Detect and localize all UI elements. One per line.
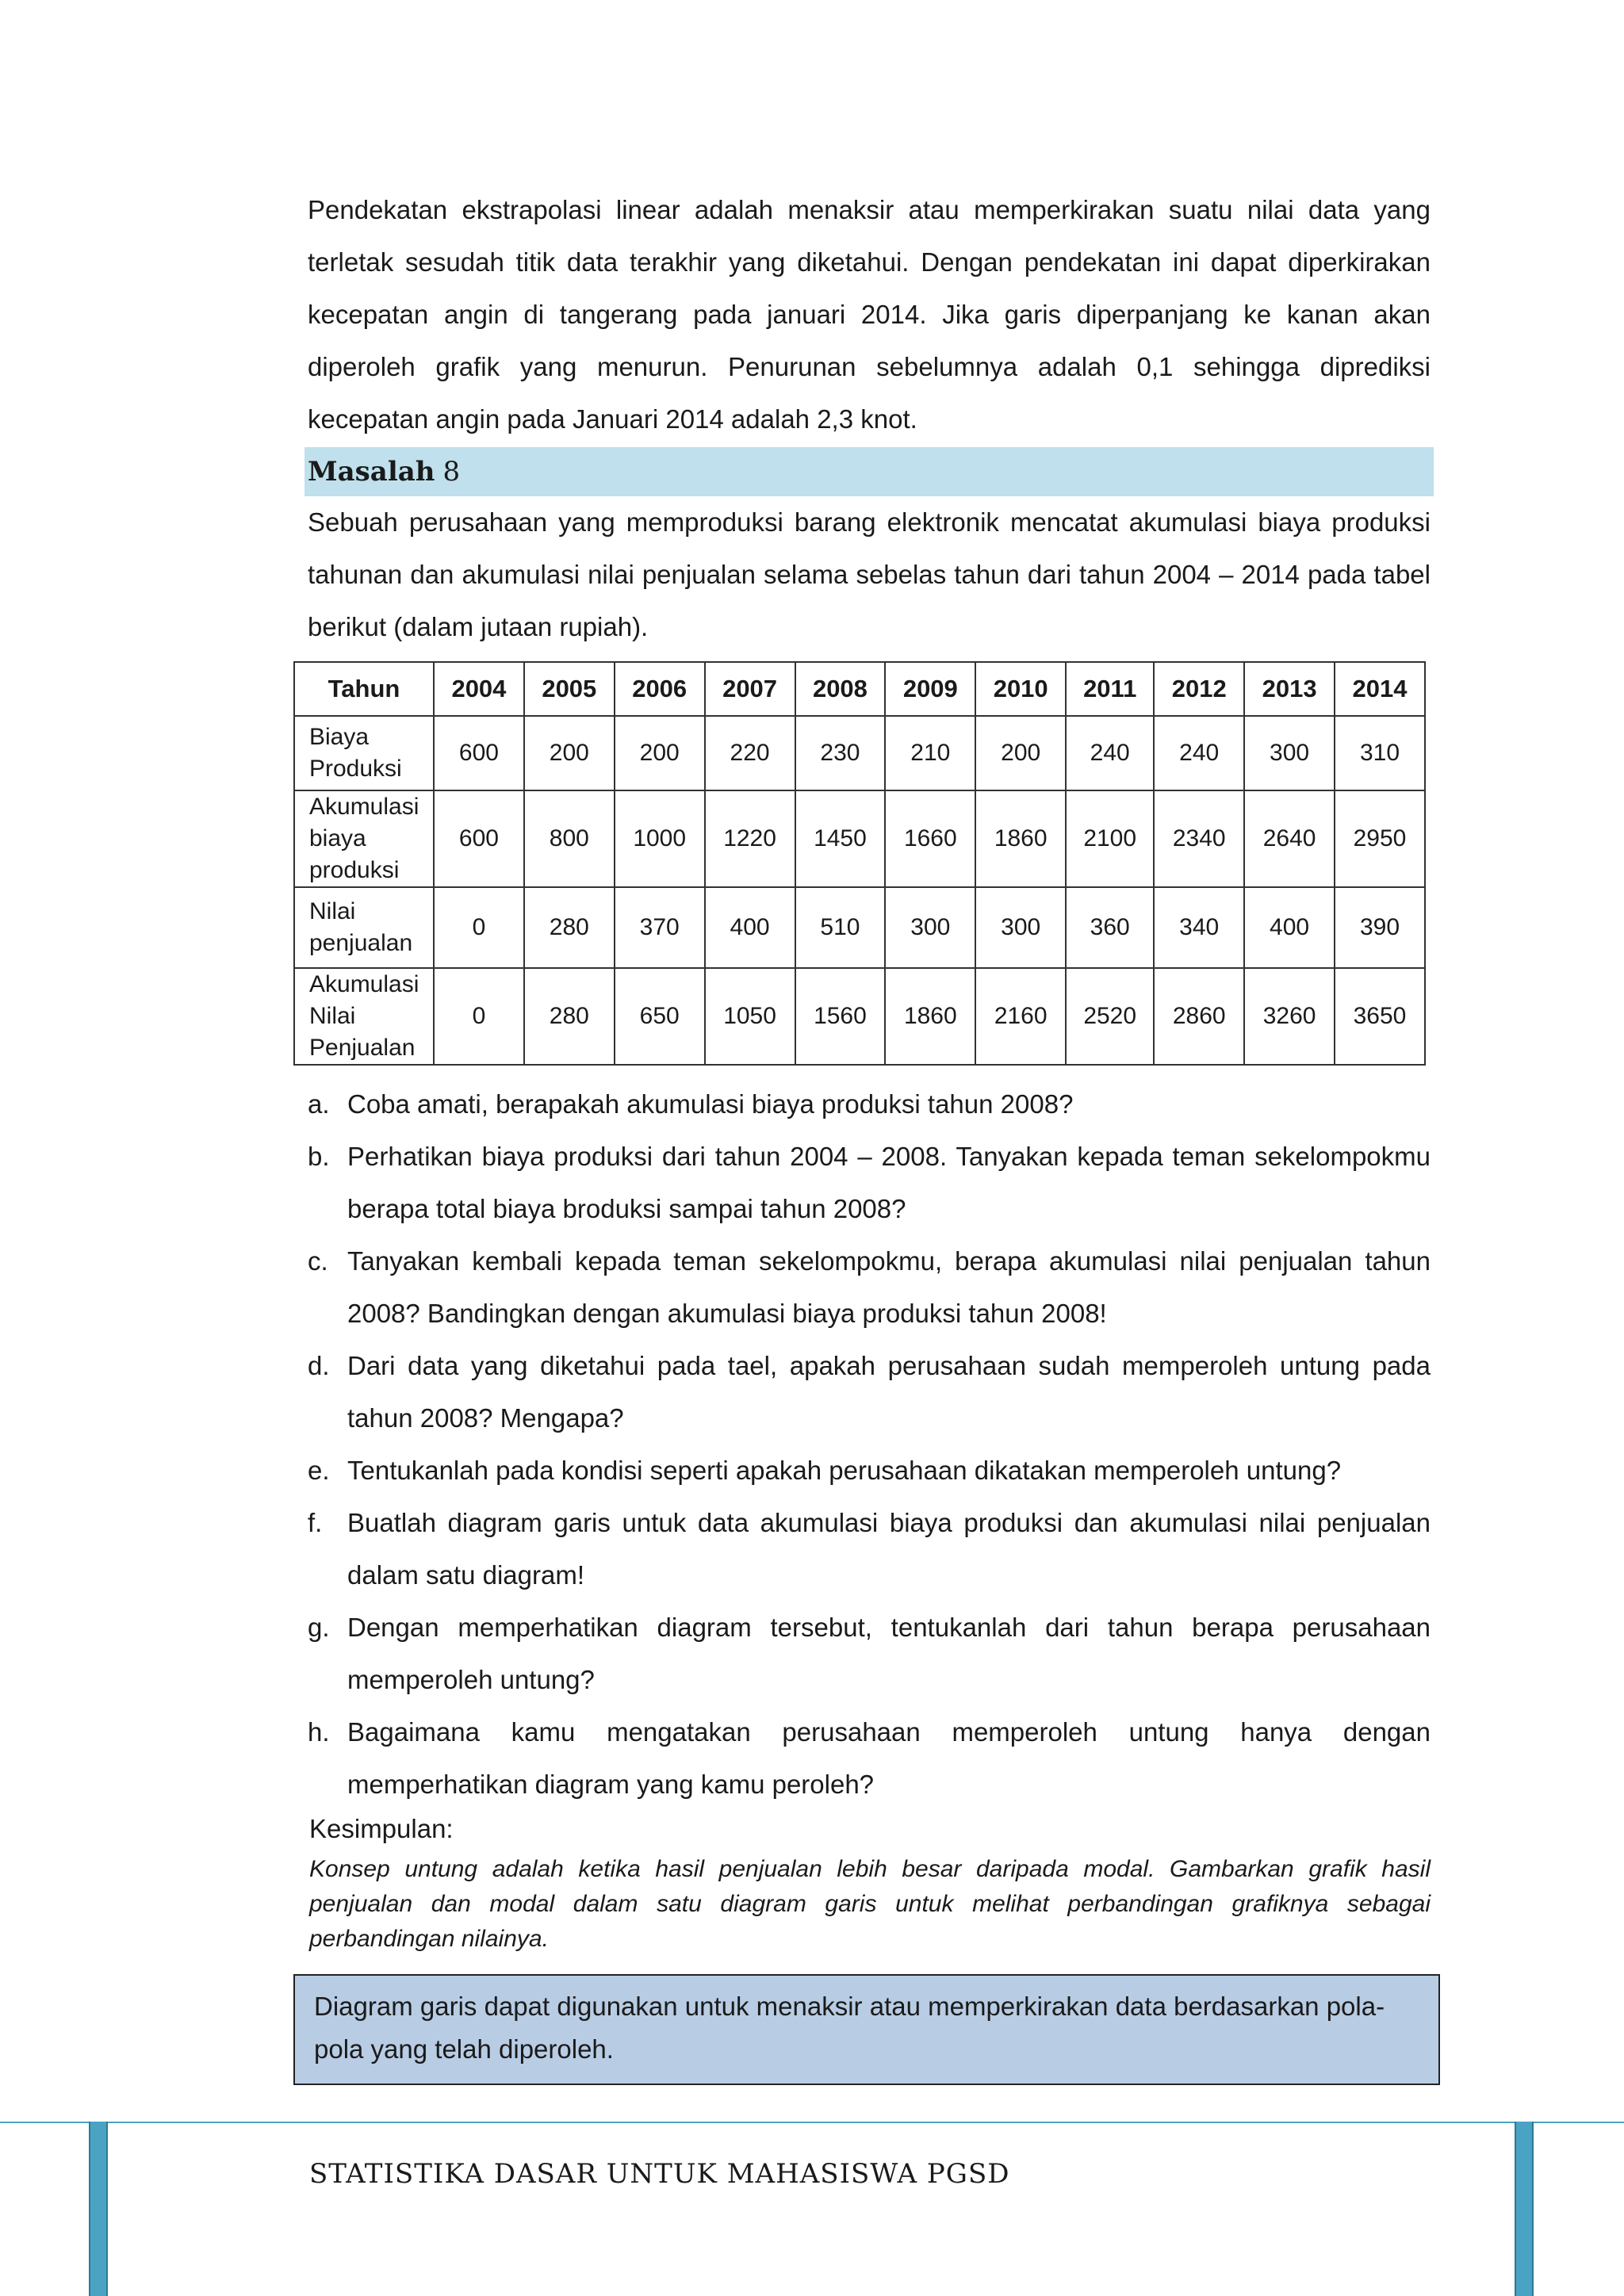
row-label: Biaya Produksi [294, 716, 434, 790]
problem-paragraph: Sebuah perusahaan yang memproduksi barang elektronik mencatat akumulasi biaya produksi tahunan dan akumulasi nilai penjualan selama sebelas tahun dari tahun 2004 – 2014 pada tabel berikut (dalam jutaan rupiah). [308, 507, 1431, 641]
intro-paragraph: Pendekatan ekstrapolasi linear adalah menaksir atau memperkirakan suatu nilai data yang terletak sesudah titik data terakhir yang diketahui. Dengan pendekatan ini dapat diperkirakan kecepatan angin di tangerang pada januari 2014. Jika garis diperpanjang ke kanan akan diperoleh grafik yang menurun. Penurunan sebelumnya adalah 0,1 sehingga diprediksi kecepatan angin pada Januari 2014 adalah 2,3 knot. [308, 195, 1431, 434]
row-label: Akumulasi biaya produksi [294, 790, 434, 887]
table-cell: 2640 [1244, 790, 1335, 887]
header-cell: 2007 [705, 662, 795, 716]
masalah-number: 8 [442, 456, 461, 488]
table-cell: 340 [1154, 887, 1244, 968]
table-cell: 280 [524, 968, 615, 1065]
footer-title: STATISTIKA DASAR UNTUK MAHASISWA PGSD [309, 2158, 1010, 2190]
footer-bar-left [89, 2122, 108, 2296]
header-cell: 2008 [795, 662, 886, 716]
table-cell: 370 [615, 887, 705, 968]
question-item: b. Perhatikan biaya produksi dari tahun 2004 – 2008. Tanyakan kepada teman sekelompokmu berapa total biaya broduksi sampai tahun 2008? [308, 1142, 1431, 1223]
table-cell: 2950 [1335, 790, 1425, 887]
table-cell: 300 [885, 887, 975, 968]
table-header-row [294, 662, 1425, 716]
table-cell: 220 [705, 716, 795, 790]
table-cell: 2340 [1154, 790, 1244, 887]
table-cell: 230 [795, 716, 886, 790]
table-cell: 360 [1066, 887, 1154, 968]
table-cell: 2520 [1066, 968, 1154, 1065]
header-cell: 2009 [885, 662, 975, 716]
kesimpulan-title: Kesimpulan: [309, 1814, 454, 1843]
summary-box: Diagram garis dapat digunakan untuk menaksir atau memperkirakan data berdasarkan pola-pola yang telah diperoleh. [293, 1974, 1440, 2085]
question-item: d. Dari data yang diketahui pada tael, apakah perusahaan sudah memperoleh untung pada tahun 2008? Mengapa? [308, 1351, 1431, 1433]
table-cell: 0 [434, 887, 524, 968]
row-label: Nilai penjualan [294, 887, 434, 968]
table-cell: 1660 [885, 790, 975, 887]
footer-rule [0, 2122, 1624, 2123]
table-cell: 210 [885, 716, 975, 790]
table-cell: 200 [524, 716, 615, 790]
table-cell: 400 [1244, 887, 1335, 968]
table-cell: 300 [1244, 716, 1335, 790]
header-cell: 2014 [1335, 662, 1425, 716]
question-item: h. Bagaimana kamu mengatakan perusahaan memperoleh untung hanya dengan memperhatikan diagram yang kamu peroleh? [308, 1717, 1431, 1799]
table-cell: 1220 [705, 790, 795, 887]
table-cell: 1560 [795, 968, 886, 1065]
question-list [308, 1078, 1431, 1811]
row-label: Akumulasi Nilai Penjualan [294, 968, 434, 1065]
kesimpulan-text: Konsep untung adalah ketika hasil penjualan lebih besar daripada modal. Gambarkan grafik hasil penjualan dan modal dalam satu diagram garis untuk melihat perbandingan grafiknya sebagai perbandingan nilainya. [309, 1856, 1431, 1952]
table-row [294, 790, 1425, 887]
table-cell: 390 [1335, 887, 1425, 968]
masalah-label: Masalah [308, 456, 435, 488]
main-content [308, 184, 1431, 653]
table-cell: 1450 [795, 790, 886, 887]
table-cell: 2100 [1066, 790, 1154, 887]
table-row [294, 887, 1425, 968]
table-cell: 2860 [1154, 968, 1244, 1065]
table-cell: 1050 [705, 968, 795, 1065]
table-cell: 600 [434, 716, 524, 790]
data-table [293, 661, 1426, 1066]
table-cell: 800 [524, 790, 615, 887]
header-cell: 2013 [1244, 662, 1335, 716]
table-cell: 510 [795, 887, 886, 968]
table-cell: 1000 [615, 790, 705, 887]
table-row [294, 716, 1425, 790]
table-row [294, 968, 1425, 1065]
header-cell: 2005 [524, 662, 615, 716]
table-cell: 650 [615, 968, 705, 1065]
question-item: e. Tentukanlah pada kondisi seperti apakah perusahaan dikatakan memperoleh untung? [308, 1456, 1342, 1485]
header-cell: Tahun [294, 662, 434, 716]
header-cell: 2011 [1066, 662, 1154, 716]
table-cell: 0 [434, 968, 524, 1065]
table-cell: 2160 [975, 968, 1066, 1065]
table-cell: 1860 [885, 968, 975, 1065]
table-cell: 1860 [975, 790, 1066, 887]
table-cell: 240 [1154, 716, 1244, 790]
question-item: f. Buatlah diagram garis untuk data akumulasi biaya produksi dan akumulasi nilai penjualan dalam satu diagram! [308, 1508, 1431, 1590]
table-cell: 300 [975, 887, 1066, 968]
question-item: g. Dengan memperhatikan diagram tersebut, tentukanlah dari tahun berapa perusahaan memperoleh untung? [308, 1613, 1431, 1694]
header-cell: 2004 [434, 662, 524, 716]
table-cell: 280 [524, 887, 615, 968]
table-cell: 240 [1066, 716, 1154, 790]
table-cell: 600 [434, 790, 524, 887]
question-item: c. Tanyakan kembali kepada teman sekelompokmu, berapa akumulasi nilai penjualan tahun 2008? Bandingkan dengan akumulasi biaya produksi tahun 2008! [308, 1246, 1431, 1328]
table-cell: 200 [975, 716, 1066, 790]
table-cell: 400 [705, 887, 795, 968]
header-cell: 2012 [1154, 662, 1244, 716]
table-cell: 200 [615, 716, 705, 790]
table-cell: 3650 [1335, 968, 1425, 1065]
table-cell: 310 [1335, 716, 1425, 790]
masalah-heading [304, 447, 1434, 496]
question-item: a. Coba amati, berapakah akumulasi biaya produksi tahun 2008? [308, 1089, 1074, 1119]
header-cell: 2010 [975, 662, 1066, 716]
footer-bar-right [1515, 2122, 1534, 2296]
header-cell: 2006 [615, 662, 705, 716]
table-cell: 3260 [1244, 968, 1335, 1065]
